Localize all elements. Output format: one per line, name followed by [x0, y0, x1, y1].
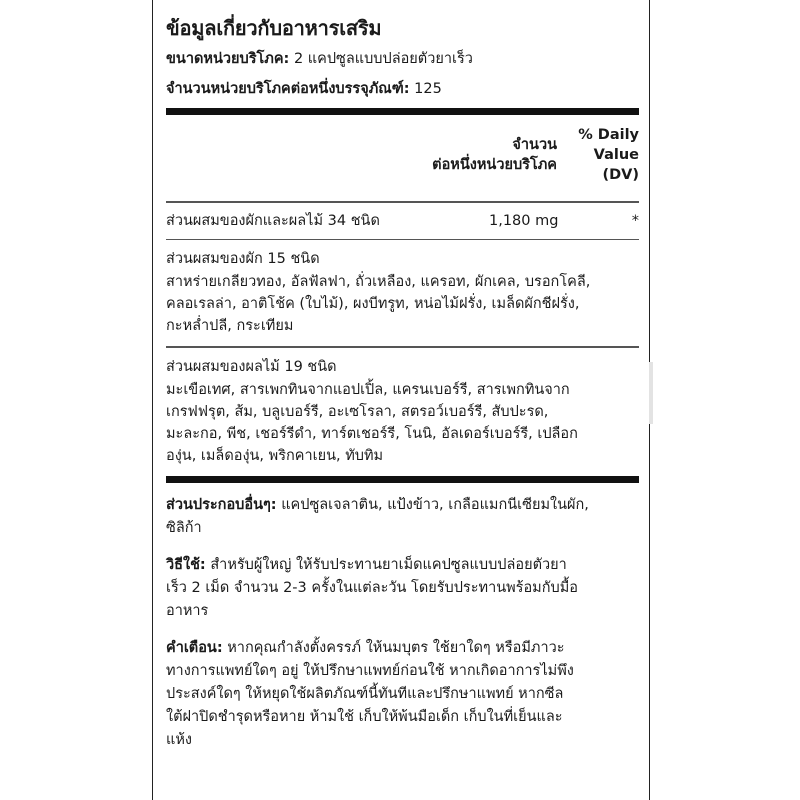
directions-text: อาหาร: [166, 602, 209, 619]
scroll-edge-mark: [649, 362, 653, 424]
warning-label: คำเตือน:: [166, 639, 223, 656]
blend-amount: 1,180 mg: [489, 212, 559, 229]
fruit-blend: [166, 348, 639, 476]
directions: [166, 554, 639, 623]
serving-size-row: [166, 49, 639, 69]
other-ingredients: [166, 494, 639, 540]
servings-per-container-value: 125: [414, 81, 442, 97]
vegetable-blend: [166, 240, 639, 346]
amount-header-line2: ต่อหนึ่งหน่วยบริโภค: [432, 157, 557, 173]
vegetable-blend-line: สาหร่ายเกลียวทอง, อัลฟัลฟา, ถั่วเหลือง, แครอท, ผักเคล, บรอกโคลี,: [166, 274, 591, 290]
vegetable-blend-title: ส่วนผสมของผัก 15 ชนิด: [166, 251, 320, 267]
other-ingredients-label: ส่วนประกอบอื่นๆ:: [166, 496, 277, 513]
fruit-blend-title: ส่วนผสมของผลไม้ 19 ชนิด: [166, 358, 337, 375]
directions-label: วิธีใช้:: [166, 556, 206, 573]
divider-thick: [166, 476, 639, 483]
directions-text: สำหรับผู้ใหญ่ ให้รับประทานยาเม็ดแคปซูลแบบปล่อยตัวยา: [205, 556, 567, 573]
warning-text: ใต้ฝาปิดชำรุดหรือหาย ห้ามใช้ เก็บให้พ้นมือเด็ก เก็บในที่เย็นและ: [166, 708, 563, 725]
dv-header-line3: (DV): [602, 167, 639, 183]
warning-text: ประสงค์ใดๆ ให้หยุดใช้ผลิตภัณฑ์นี้ทันทีและปรึกษาแพทย์ หากซีล: [166, 685, 564, 702]
serving-size-label: ขนาดหน่วยบริโภค:: [166, 51, 290, 67]
vegetable-blend-line: คลอเรลล่า, อาติโช้ค (ใบไม้), ผงบีทรูท, หน่อไม้ฝรั่ง, เมล็ดผักชีฝรั่ง,: [166, 296, 580, 312]
blend-dv: *: [631, 212, 639, 229]
servings-per-container-label: จำนวนหน่วยบริโภคต่อหนึ่งบรรจุภัณฑ์:: [166, 81, 410, 97]
blend-name: ส่วนผสมของผักและผลไม้ 34 ชนิด: [166, 213, 380, 229]
daily-value-header: [563, 125, 639, 185]
panel-title: ข้อมูลเกี่ยวกับอาหารเสริม: [166, 16, 382, 40]
directions-text: เร็ว 2 เม็ด จำนวน 2-3 ครั้งในแต่ละวัน โดยรับประทานพร้อมกับมื้อ: [166, 579, 578, 596]
amount-per-serving-header: [377, 135, 563, 175]
vegetable-blend-line: กะหล่ำปลี, กระเทียม: [166, 318, 294, 334]
warning: [166, 637, 639, 752]
fruit-blend-line: มะเขือเทศ, สารเพกทินจากแอปเปิ้ล, แครนเบอร์รี, สารเพกทินจาก: [166, 381, 570, 398]
dv-header-line1: % Daily: [578, 127, 639, 143]
warning-text: ทางการแพทย์ใดๆ อยู่ ให้ปรึกษาแพทย์ก่อนใช้ หากเกิดอาการไม่พึง: [166, 662, 574, 679]
table-header: [166, 115, 639, 201]
serving-size-value: 2 แคปซูลแบบปล่อยตัวยาเร็ว: [293, 51, 473, 67]
blend-row: [166, 203, 639, 239]
other-ingredients-text: ซิลิก้า: [166, 519, 202, 536]
other-ingredients-text: แคปซูลเจลาติน, แป้งข้าว, เกลือแมกนีเซียมในผัก,: [276, 496, 589, 513]
amount-header-line1: จำนวน: [512, 137, 557, 153]
fruit-blend-line: องุ่น, เมล็ดองุ่น, พริกคาเยน, ทับทิม: [166, 447, 384, 464]
fruit-blend-line: เกรฟฟรุต, ส้ม, บลูเบอร์รี, อะเซโรลา, สตรอว์เบอร์รี, สับปะรด,: [166, 403, 549, 420]
warning-text: หากคุณกำลังตั้งครรภ์ ให้นมบุตร ใช้ยาใดๆ หรือมีภาวะ: [222, 639, 565, 656]
supplement-facts-panel: [152, 0, 650, 800]
servings-per-container-row: [166, 79, 639, 99]
divider-thick: [166, 108, 639, 115]
warning-text: แห้ง: [166, 731, 192, 748]
dv-header-line2: Value: [593, 147, 639, 163]
fruit-blend-line: มะละกอ, พีช, เชอร์รีดำ, ทาร์ตเชอร์รี, โนนิ, อัลเดอร์เบอร์รี, เปลือก: [166, 425, 578, 442]
